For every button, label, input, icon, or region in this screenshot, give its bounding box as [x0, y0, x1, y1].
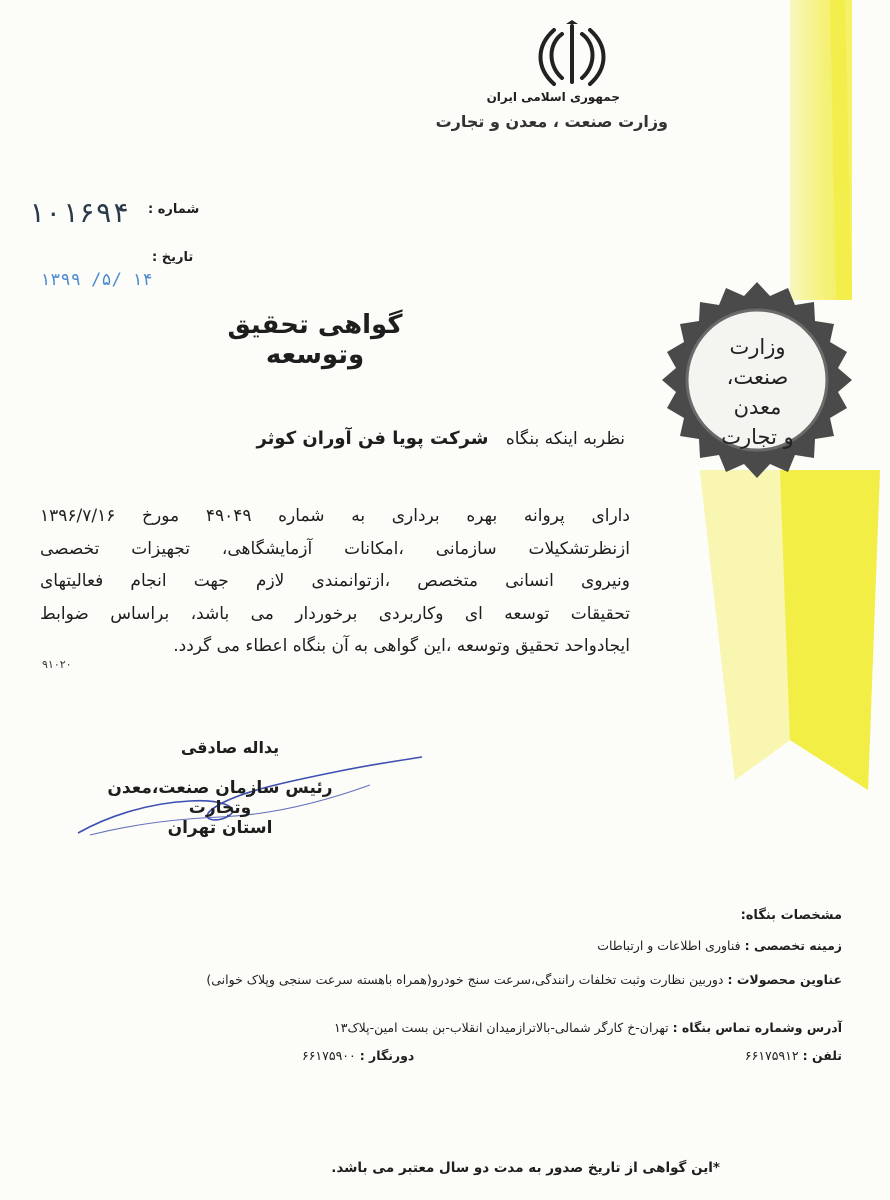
phone-value: ۶۶۱۷۵۹۱۲ — [744, 1048, 799, 1063]
intro-line — [256, 428, 625, 449]
seal-line-1: وزارت — [729, 335, 786, 359]
address-label: آدرس وشماره تماس بنگاه : — [672, 1020, 842, 1035]
field-label: زمینه تخصصی : — [744, 938, 842, 953]
intro-text: نظربه اینکه بنگاه — [505, 429, 625, 449]
body-line: تحقیقات توسعه ای وکاربردی برخوردار می باشد، براساس ضوابط — [40, 603, 630, 624]
seal-text — [700, 332, 815, 452]
products-value: دوربین نظارت وثبت تخلفات رانندگی،سرعت سنج خودرو(همراه باهسته سرعت سنجی وپلاک خوانی) — [206, 972, 724, 987]
body-line: دارای پروانه بهره برداری به شماره ۴۹۰۴۹ مورخ ۱۳۹۶/۷/۱۶ — [40, 506, 630, 526]
address-value: تهران-خ کارگر شمالی-بالاترازمیدان انقلاب-بن بست امین-پلاک۱۳ — [334, 1020, 669, 1035]
ministry-name: وزارت صنعت ، معدن و تجارت — [435, 112, 668, 131]
validity-note: *این گواهی از تاریخ صدور به مدت دو سال معتبر می باشد. — [331, 1160, 720, 1176]
signatory-title: رئیس سازمان صنعت،معدن وتجارت — [107, 778, 333, 818]
specs-heading: مشخصات بنگاه: — [740, 908, 842, 923]
phone-row — [745, 1048, 842, 1063]
body-line: ایجادواحد تحقیق وتوسعه ،این گواهی به آن بنگاه اعطاء می گردد. — [173, 636, 630, 656]
iran-emblem-icon — [538, 20, 606, 90]
field-row — [597, 938, 842, 953]
date-value: ۱۳۹۹ /۵/ ۱۴ — [40, 270, 153, 290]
seal-line-3: و تجارت — [721, 425, 794, 449]
fax-label: دورنگار : — [359, 1048, 415, 1063]
number-label: شماره : — [148, 202, 200, 217]
certificate-title: گواهی تحقیق وتوسعه — [227, 310, 403, 370]
body-line: ونیروی انسانی متخصص ،ازتوانمندی لازم جهت انجام فعالیتهای — [40, 571, 630, 591]
document-code: ۹۱۰۲۰ — [42, 658, 72, 671]
number-value: ۱۰۱۶۹۴ — [28, 196, 130, 229]
certificate-body — [40, 500, 630, 663]
signatory-name: یداله صادقی — [180, 738, 280, 757]
body-line: ازنظرتشکیلات سازمانی ،امکانات آزمایشگاهی، تجهیزات تخصصی — [40, 538, 630, 559]
signatory-province: استان تهران — [167, 818, 273, 838]
fax-row — [302, 1048, 414, 1063]
fax-value: ۶۶۱۷۵۹۰۰ — [302, 1048, 356, 1063]
address-row — [334, 1020, 842, 1035]
field-value: فناوری اطلاعات و ارتباطات — [597, 938, 741, 953]
republic-name: جمهوری اسلامی ایران — [486, 90, 620, 104]
phone-label: تلفن : — [802, 1048, 842, 1063]
products-row — [42, 968, 842, 992]
date-label: تاریخ : — [152, 250, 194, 265]
products-label: عناوین محصولات : — [727, 972, 842, 987]
seal-line-2: صنعت، معدن — [726, 365, 789, 419]
company-name: شرکت پویا فن آوران کوثر — [256, 428, 489, 449]
